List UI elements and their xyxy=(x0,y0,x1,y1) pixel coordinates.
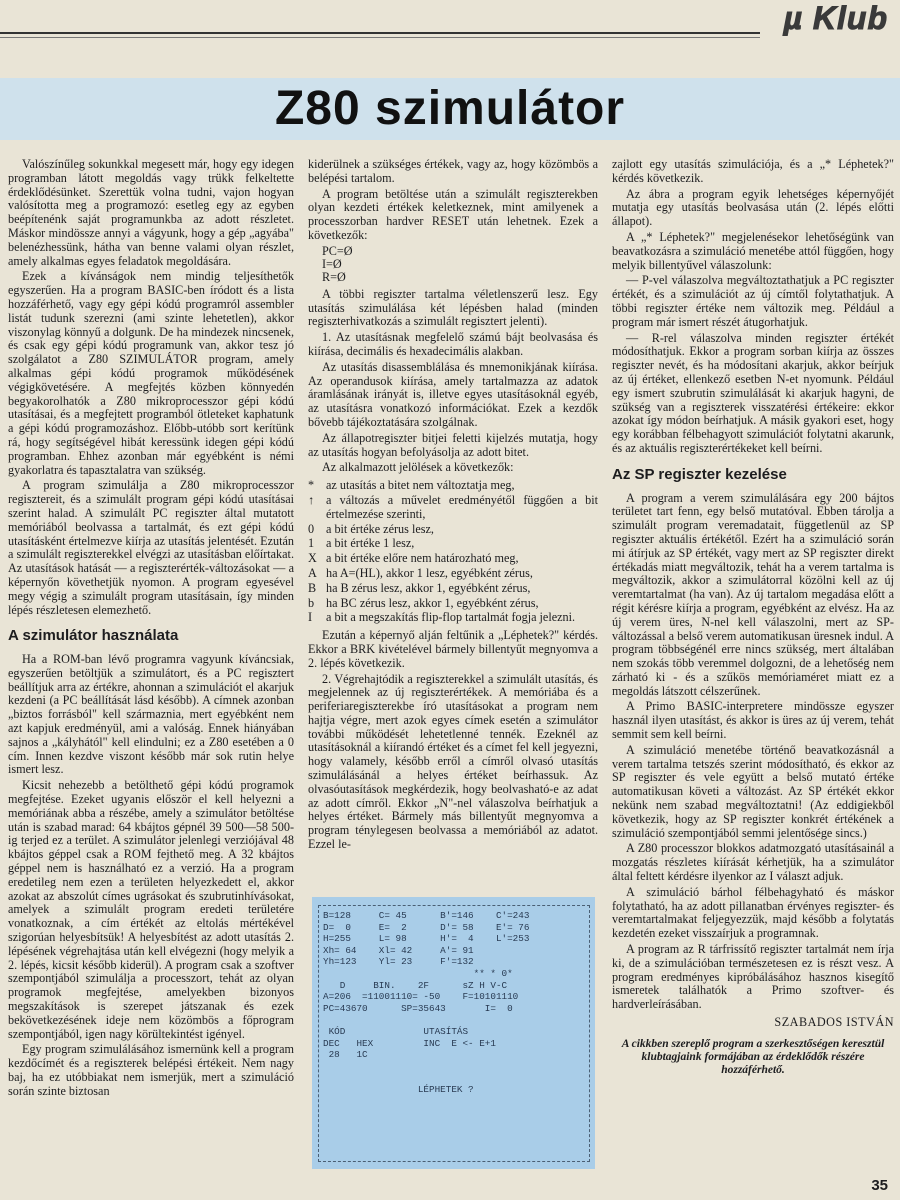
screen-line: H=255 L= 98 H'= 4 L'=253 xyxy=(323,933,530,945)
legend-item xyxy=(308,537,598,551)
legend-text: a bit értéke 1 lesz, xyxy=(326,536,415,551)
legend-text: ha B zérus lesz, akkor 1, egyébként zérus, xyxy=(326,580,531,595)
code-line: I=Ø xyxy=(322,256,342,271)
register-init-block xyxy=(322,245,598,284)
paragraph: kiderülnek a szükséges értékek, vagy az, hogy közömbös a belépési tartalom. xyxy=(308,157,598,185)
paragraph: — P-vel válaszolva megváltoztathatjuk a PC regiszter értékét, és a szimulációt az új címtől folytathatjuk. A többi regiszter értéke nem változik meg. Például a program már ismert részét átugorhatjuk. xyxy=(612,273,894,329)
screen-line: KÓD UTASÍTÁS xyxy=(323,1025,469,1037)
legend-symbol: ↑ xyxy=(308,492,315,507)
legend-item xyxy=(308,479,598,493)
paragraph: A program a verem szimulálására egy 200 bájtos területet tart fenn, egy belső mutatóval. Ebben tárolja a szimulált program veremadatait, függetlenül az SP regiszter aktuális értékétől. Ezért ha a szimuláció során mi átírjuk az SP értékét, vagy mert az SP regiszter direkt értékadás miatt megváltozik, tehát ha a verem tartalma is megváltozik, akkor a szimulátorral közölni kell az új veremtartalmat (ha van). Az új tartalom megadása előtt a régit kérésre kiírja a program, egyébként az elvész. Ha az új verem üres, N-nel kell válaszolni, mert az SP-változással a belső verem automatikusan üresnek indul. A program többségénél erre nincs szükség, mert általában nem szokás több veremmel dolgozni, de a lehetőség nem zárható ki - és a szűkös memóriaméret miatt ez a megoldás látszott célszerűnek. xyxy=(612,490,894,698)
paragraph: A szimuláció bárhol félbehagyható és máskor folytatható, ha az adott pillanatban érvényes regiszter- és veremtartalmakat feljegyezzük, majd később a folytatás kezdetén ezeket visszaírjuk a programnak. xyxy=(612,884,894,941)
paragraph: A „* Léphetek?" megjelenésekor lehetőségünk van beavatkozásra a szimuláció menetébe attól függően, hogy melyik billentyűvel válaszolunk: xyxy=(612,229,894,272)
paragraph: zajlott egy utasítás szimulációja, és a „* Léphetek?" kérdés következik. xyxy=(612,157,894,185)
flag-legend xyxy=(308,479,598,625)
legend-text: a bit a megszakítás flip-flop tartalmát fogja jelezni. xyxy=(326,610,576,625)
code-line: R=Ø xyxy=(322,269,346,284)
section-heading-sp-register: Az SP regiszter kezelése xyxy=(612,465,787,483)
screen-line: B=128 C= 45 B'=146 C'=243 xyxy=(323,910,530,921)
screen-line: ** * 0* xyxy=(323,967,513,979)
paragraph: Ha a ROM-ban lévő programra vagyunk kíváncsiak, egyszerűen betöltjük a szimulátort, és a PC regisztert beállítjuk arra az értékre, ahonnan a szimulációt el akarjuk kezdeni (a PC beállítását lásd később). A címnek azonban „biztos forrásból" kell származnia, mert egyébként nem azt kapjuk eredményül, ami a valóság. Ennek hiányában sajnos a „kályhától" kell elindulni; ez a Z80 esetében a 0 cím. Innen kezdve viszont később már sok rutin helye ismert lesz. xyxy=(8,652,294,777)
screen-line: Xh= 64 Xl= 42 A'= 91 xyxy=(323,944,474,956)
legend-symbol: A xyxy=(308,565,317,580)
screen-line: PC=43670 SP=35643 I= 0 xyxy=(323,1002,513,1014)
paragraph: — R-rel válaszolva minden regiszter értékét módosíthatjuk. Ekkor a program sorban kiírja az összes regiszter nevét, és ha módosítani akarjuk, akkor beírjuk az új értéket, ellenkező esetben N-et nyomunk. Például egy ismert szubrutin szimulálását ki akarjuk hagyni, de szükség van a regiszterek visszatérési értékeire: ekkor azokat így módon beírhatjuk. A másik gyakori eset, hogy egy korábban félbehagyott szimulációt folytatni akarunk, és az aktuális regiszterértékeket kell beírni. xyxy=(612,330,894,455)
screen-line: LÉPHETEK ? xyxy=(323,1083,474,1095)
code-line: PC=Ø xyxy=(322,243,353,258)
column-brand-logo: µ Klub xyxy=(783,0,888,36)
legend-item xyxy=(308,494,598,522)
legend-text: a bit értéke előre nem határozható meg, xyxy=(326,551,519,566)
screen-line: DEC HEX INC E <- E+1 xyxy=(323,1037,496,1049)
header-rule-thin xyxy=(0,37,760,38)
paragraph: A Primo BASIC-interpretere mindössze egyszer használ ilyen utasítást, és akkor is üres az új verem, tehát semmit sem kell beírni. xyxy=(612,699,894,742)
paragraph: Valószínűleg sokunkkal megesett már, hogy egy idegen programban látott megoldás vagy trükk felkeltette érdeklődésünket. Szerettük volna tudni, vajon hogyan valósította meg a programozó: esetleg egy az egyben beépítenénk saját programunkba az adott részletet. Máskor mindössze annyi a vágyunk, hogy a gép „agyába" belenézhessünk, hátha van benne valami olyan részlet, amely alkalmas egyes feladatok megoldására. xyxy=(8,157,294,268)
screen-line: Yh=123 Yl= 23 F'=132 xyxy=(323,956,474,968)
header-rule xyxy=(0,32,760,34)
title-banner xyxy=(0,78,900,140)
paragraph: A szimuláció menetébe történő beavatkozásnál a verem tartalma tetszés szerint módosítható, és ekkor az SP regiszter és vele együtt a belső mutató értéke automatikusan követi a változást. Az SP értékét ekkor nekünk nem szabad megváltoztatni! (Az eddigiekből következik, hogy az SP regiszter konkrét értékének a szimuláció szempontjából semmi jelentősége sincs.) xyxy=(612,742,894,840)
legend-text: a bit értéke zérus lesz, xyxy=(326,521,434,536)
article-title: Z80 szimulátor xyxy=(274,82,626,135)
screen-frame xyxy=(318,905,590,1162)
screen-line: D BIN. 2F sZ H V-C xyxy=(323,979,508,991)
legend-symbol: b xyxy=(308,595,315,610)
legend-text: ha A=(HL), akkor 1 lesz, egyébként zérus, xyxy=(326,565,533,580)
legend-item xyxy=(308,552,598,566)
screen-line: A=206 =11001110= -50 F=10101110 xyxy=(323,991,519,1003)
screen-text xyxy=(319,906,589,1096)
simulator-screen-figure xyxy=(312,897,595,1169)
legend-item xyxy=(308,611,598,625)
paragraph: 2. Végrehajtódik a regiszterekkel a szimulált utasítás, és megjelennek az új regiszterértékek. A memóriába és a periferiaregiszterekbe író utasításokat a program nem hajtja végre, mert azok egyes címek esetén a szimulátor további működését lehetetlenné tennék. Ezeknél az utasításoknál a kiírandó értéket és a címet fel kell jegyezni, hogy valamely, később erről a címről olvasó utasítás szimulálásánál a helyes értéket beírhassuk. Az olvasóutasítások megkérdezik, hogy beolvasható-e az adat az adott címről. Ekkor „N"-nel válaszolva beírhatjuk a helyes értéket. Bármely más billentyűt megnyomva a program ténylegesen beolvassa a memóriából az adatot. Ezzel le- xyxy=(308,671,598,852)
paragraph: A program szimulálja a Z80 mikroprocesszor regisztereit, és a szimulált program gépi kódú utasításai szerint halad. A szimulált PC regiszter által mutatott memóriából beolvassa a tartalmát, és ezt gépi kódú utasításként értelmezve kiírja az utasítás jelentését. Ezután a szimulált regiszterekkel elvégzi az utasításban előírtakat. Az utasítások hatását — a regiszterérték-változásokat — a képernyőn követhetjük nyomon. A program egyesével megy végig a szimulált program utasításain, így minden lépés részletesen elemezhető. xyxy=(8,478,294,617)
legend-text: ha BC zérus lesz, akkor 1, egyébként zérus, xyxy=(326,595,539,610)
legend-item xyxy=(308,523,598,537)
column-3 xyxy=(612,158,894,1077)
legend-text: a változás a művelet eredményétől függően a bit értelmezése szerinti, xyxy=(326,492,598,521)
paragraph: A program betöltése után a szimulált regiszterekben olyan kezdeti értékek keletkeznek, mint amilyenek a processzorban hardver RESET után lehetnek. Ezek a következők: xyxy=(308,186,598,242)
author-signature: SZABADOS ISTVÁN xyxy=(774,1015,894,1030)
paragraph: A Z80 processzor blokkos adatmozgató utasításainál a mozgatás részletes kiírását kérhetjük, ha a szimulátor által feltett kérdésre ilyenkor az I választ adjuk. xyxy=(612,841,894,884)
paragraph: Egy program szimulálásához ismernünk kell a program kezdőcímét és a regiszterek belépési értékeit. Nem nagy baj, ha ez utóbbiakat nem ismerjük, mert a szimuláció során szinte biztosan xyxy=(8,1042,294,1098)
legend-symbol: B xyxy=(308,580,317,595)
paragraph: Az állapotregiszter bitjei feletti kijelzés mutatja, hogy az utasítás hogyan befolyásolja az adott bitet. xyxy=(308,430,598,459)
paragraph: Az ábra a program egyik lehetséges képernyőjét mutatja egy utasítás beolvasása után (2. lépés előtti állapot). xyxy=(612,186,894,229)
legend-item xyxy=(308,582,598,596)
legend-symbol: 0 xyxy=(308,521,315,536)
page-header xyxy=(0,0,900,44)
column-1 xyxy=(8,158,294,1101)
paragraph: Ezek a kívánságok nem mindig teljesíthetők egyszerűen. Ha a program BASIC-ben íródott és a lista hozzáférhető, vagy egy gépi kódú programról assembler listát tudunk szerezni (ami szinte lehetetlen), akkor viszonylag könnyű a dolgunk. De ha mindezek nincsenek, és csak egy gépi kódú programunk van, akkor tesz jó szolgálatot a Z80 SZIMULÁTOR program, amely alkalmas gépi kódú programok működésének végigkövetésére. A megfejtés közben könnyedén begyakorolhatók a Z80 mikroprocesszor gépi kódú utasításai, és a megfejtett programból ötleteket kaphatunk a gépi kódú programozáshoz. Előbb-utóbb sort kerítünk rá, hogy segítségével hibát keressünk idegen gépi kódú programban. Ehhez azonban már egyébként is némi gyakorlatra és tapasztalatra van szükség. xyxy=(8,269,294,477)
legend-symbol: X xyxy=(308,551,317,566)
paragraph: Az alkalmazott jelölések a következők: xyxy=(322,460,514,475)
page-number: 35 xyxy=(871,1177,888,1194)
screen-line: D= 0 E= 2 D'= 58 E'= 76 xyxy=(323,921,530,933)
paragraph: Kicsit nehezebb a betölthető gépi kódú programok megfejtése. Ezeket ugyanis először el kell helyezni a memóriának abba a részébe, amely a szimulátor betöltése után is szabad marad: 64 kbájtos gépnél 39 500—58 500-ig terjed ez a terület. A szimulátor jelenlegi verziójával 48 kbájtos géppel csak a ROM fejthető meg. A 32 kbájtos géppel nem is használható ez a verzió. Ha a program eredetileg nem ezen a területen helyezkedett el, akkor azokat az abszolút címes ugrásokat és szubrutinhívásokat, amelyek a szimulált program eredeti területére vonatkoznak, a cím értékét az eltolás mértékével szigorúan helyesbítsük! A helyesbítést az adott utasítás 2. lépésének végrehajtása után kell elvégezni (hogy melyik a 2. lépés, kicsit később kiderül). A program csak a szoftver szempontjából szimulálja a processzort, tehát az olyan programok megfejtése, amelyekben bizonyos megszakítások is szerepet játszanak és ezek bekövetkezésének ideje nem közömbös a főprogram szempontjából, igen nagy körültekintést igényel. xyxy=(8,778,294,1041)
legend-item xyxy=(308,597,598,611)
paragraph: A többi regiszter tartalma véletlenszerű lesz. Egy utasítás szimulálása két lépésben halad (minden regiszterhivatkozás a szimulált regisztert jelenti). xyxy=(308,286,598,329)
paragraph: A program az R tárfrissítő regiszter tartalmát nem írja ki, de a szimulációban természetesen ez is részt vesz. A program eredményes kipróbálásához hasznos kisegítő ismeretek találhatók a Primo szoftver- és hardverleírásában. xyxy=(612,942,894,1012)
paragraph: Ezután a képernyő alján feltűnik a „Léphetek?" kérdés. Ekkor a BRK kivételével bármely billentyűt megnyomva a 2. lépés következik. xyxy=(308,628,598,670)
legend-symbol: I xyxy=(308,610,313,625)
legend-item xyxy=(308,567,598,581)
paragraph: Az utasítás disassemblálása és mnemonikjának kiírása. Az operandusok kiírása, amely tartalmazza az adatok áramlásának irányát is, illetve egyes utasításoknál egyéb, az utasításra vonatkozó információkat. Ezek a kezdők bővebb tájékoztatására szolgálnak. xyxy=(308,359,598,429)
column-2 xyxy=(308,158,598,854)
section-heading-usage: A szimulátor használata xyxy=(8,627,179,645)
paragraph: 1. Az utasításnak megfelelő számú bájt beolvasása és kiírása, decimális és hexadecimális alakban. xyxy=(308,330,598,358)
editorial-note: A cikkben szereplő program a szerkesztőségen keresztül klubtagjaink formájában az érdeklődők részére hozzáférhető. xyxy=(621,1037,885,1076)
legend-text: az utasítás a bitet nem változtatja meg, xyxy=(326,478,515,493)
screen-line: 28 1C xyxy=(323,1049,368,1061)
legend-symbol: 1 xyxy=(308,536,315,551)
legend-symbol: * xyxy=(308,478,315,493)
